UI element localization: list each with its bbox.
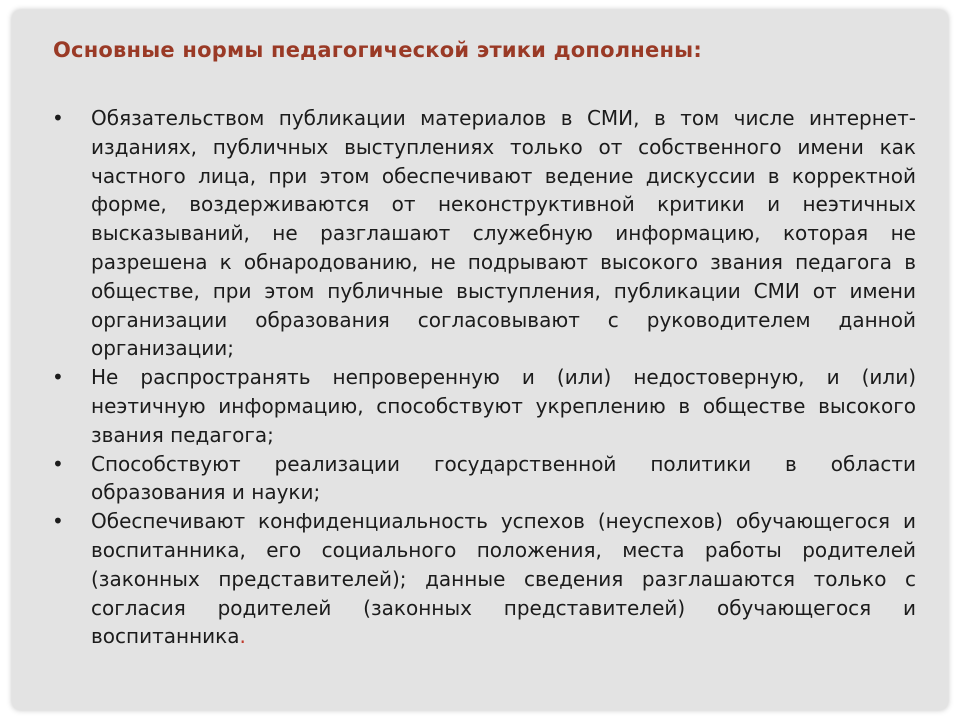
bullet-marker: • <box>52 106 64 130</box>
bullet-item <box>48 450 916 508</box>
bullet-list <box>48 104 916 651</box>
bullet-item <box>48 507 916 651</box>
bullet-text: Обязательством публикации материалов в СМИ, в том числе интернет-изданиях, публичных выступлениях только от собственного имени как частного лица, при этом обеспечивают ведение дискуссии в корректной форме, воздерживаются от неконструктивной критики и неэтичных высказываний, не разглашают служебную информацию, которая не разрешена к обнародованию, не подрывают высокого звания педагога в обществе, при этом публичные выступления, публикации СМИ от имени организации образования согласовывают с руководителем данной организации; <box>91 106 916 361</box>
slide-title: Основные нормы педагогической этики дополнены: <box>53 38 702 62</box>
bullet-item <box>48 363 916 449</box>
bullet-text: Способствуют реализации государственной политики в области образования и науки; <box>91 451 916 505</box>
bullet-marker: • <box>52 509 64 534</box>
bullet-marker: • <box>52 451 64 476</box>
end-mark: . <box>239 624 246 649</box>
bullet-item <box>48 104 916 363</box>
bullet-text: Не распространять непроверенную и (или) недостоверную, и (или) неэтичную информацию, способствуют укреплению в обществе высокого звания педагога; <box>91 365 916 447</box>
bullet-marker: • <box>52 365 64 390</box>
bullet-text: Обеспечивают конфиденциальность успехов (неуспехов) обучающегося и воспитанника, его социального положения, места работы родителей (законных представителей); данные сведения разглашаются только с согласия родителей (законных представителей) обучающегося и воспитанника <box>91 509 916 649</box>
slide <box>12 10 948 710</box>
